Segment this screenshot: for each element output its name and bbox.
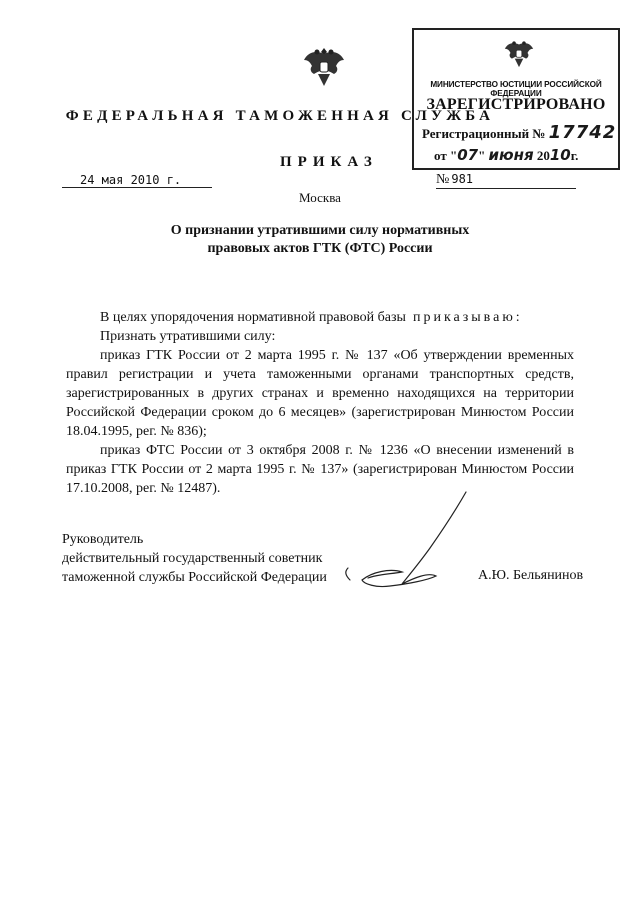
stamp-date-month: июня bbox=[488, 146, 534, 164]
signer-position-line-1: Руководитель bbox=[62, 532, 144, 547]
stamp-date-year: 10 bbox=[549, 146, 571, 164]
item-2: приказ ФТС России от 3 октября 2008 г. № 1236 «О внесении изменений в приказ ГТК России от 2 марта 1995 г. № 137» (зарегистрирован Минюстом России 17.10.2008, рег. № 12487). bbox=[66, 443, 574, 496]
document-title bbox=[0, 222, 640, 258]
stamp-registered: ЗАРЕГИСТРИРОВАНО bbox=[426, 96, 606, 113]
document-body bbox=[66, 308, 574, 498]
order-number-label: № bbox=[436, 172, 450, 187]
document-type: ПРИКАЗ bbox=[280, 154, 378, 170]
handwritten-signature bbox=[332, 488, 482, 606]
signer-position-line-2: действительный государственный советник bbox=[62, 551, 323, 566]
stamp-date-year-prefix: 20 bbox=[536, 148, 550, 163]
stamp-reg-number-label: Регистрационный № bbox=[422, 126, 546, 141]
declare-paragraph: Признать утратившими силу: bbox=[100, 329, 276, 344]
order-number-value: 981 bbox=[451, 172, 474, 186]
stamp-ministry: МИНИСТЕРСТВО ЮСТИЦИИ РОССИЙСКОЙ ФЕДЕРАЦИИ bbox=[430, 80, 602, 98]
intro-command: приказываю: bbox=[412, 310, 523, 325]
item-1: приказ ГТК России от 2 марта 1995 г. № 137 «Об утверждении временных правил регистрации и учета таможенными органами транспортных средств, зарегистрированных в других странах и временно находящихся на территории Российской Федерации сроком до 6 месяцев» (зарегистрирован Минюстом России 18.04.1995, рег. № 836); bbox=[66, 348, 574, 439]
title-line-1: О признании утратившими силу нормативных bbox=[170, 223, 470, 238]
stamp-date-prefix: от " bbox=[434, 148, 458, 163]
stamp-coat-of-arms-icon bbox=[502, 36, 536, 70]
signer-name: А.Ю. Бельянинов bbox=[478, 568, 584, 583]
coat-of-arms-icon bbox=[300, 42, 348, 90]
order-number bbox=[436, 172, 576, 189]
signer-position-line-3: таможенной службы Российской Федерации bbox=[62, 570, 327, 585]
stamp-date-day: 07 bbox=[457, 146, 479, 164]
intro-paragraph bbox=[66, 308, 574, 327]
organization-title: ФЕДЕРАЛЬНАЯ ТАМОЖЕННАЯ СЛУЖБА bbox=[65, 108, 495, 124]
stamp-date-suffix: г. bbox=[570, 148, 579, 163]
stamp-reg-number bbox=[422, 122, 616, 143]
order-date: 24 мая 2010 г. bbox=[62, 173, 212, 188]
signer-position bbox=[62, 530, 327, 587]
stamp-reg-number-value: 17742 bbox=[548, 122, 617, 143]
title-line-2: правовых актов ГТК (ФТС) России bbox=[207, 241, 433, 256]
stamp-date: от "07" июня 2010г. bbox=[434, 146, 579, 164]
city: Москва bbox=[299, 190, 341, 205]
intro-text: В целях упорядочения нормативной правовой базы bbox=[100, 310, 406, 325]
registration-stamp bbox=[412, 28, 620, 170]
